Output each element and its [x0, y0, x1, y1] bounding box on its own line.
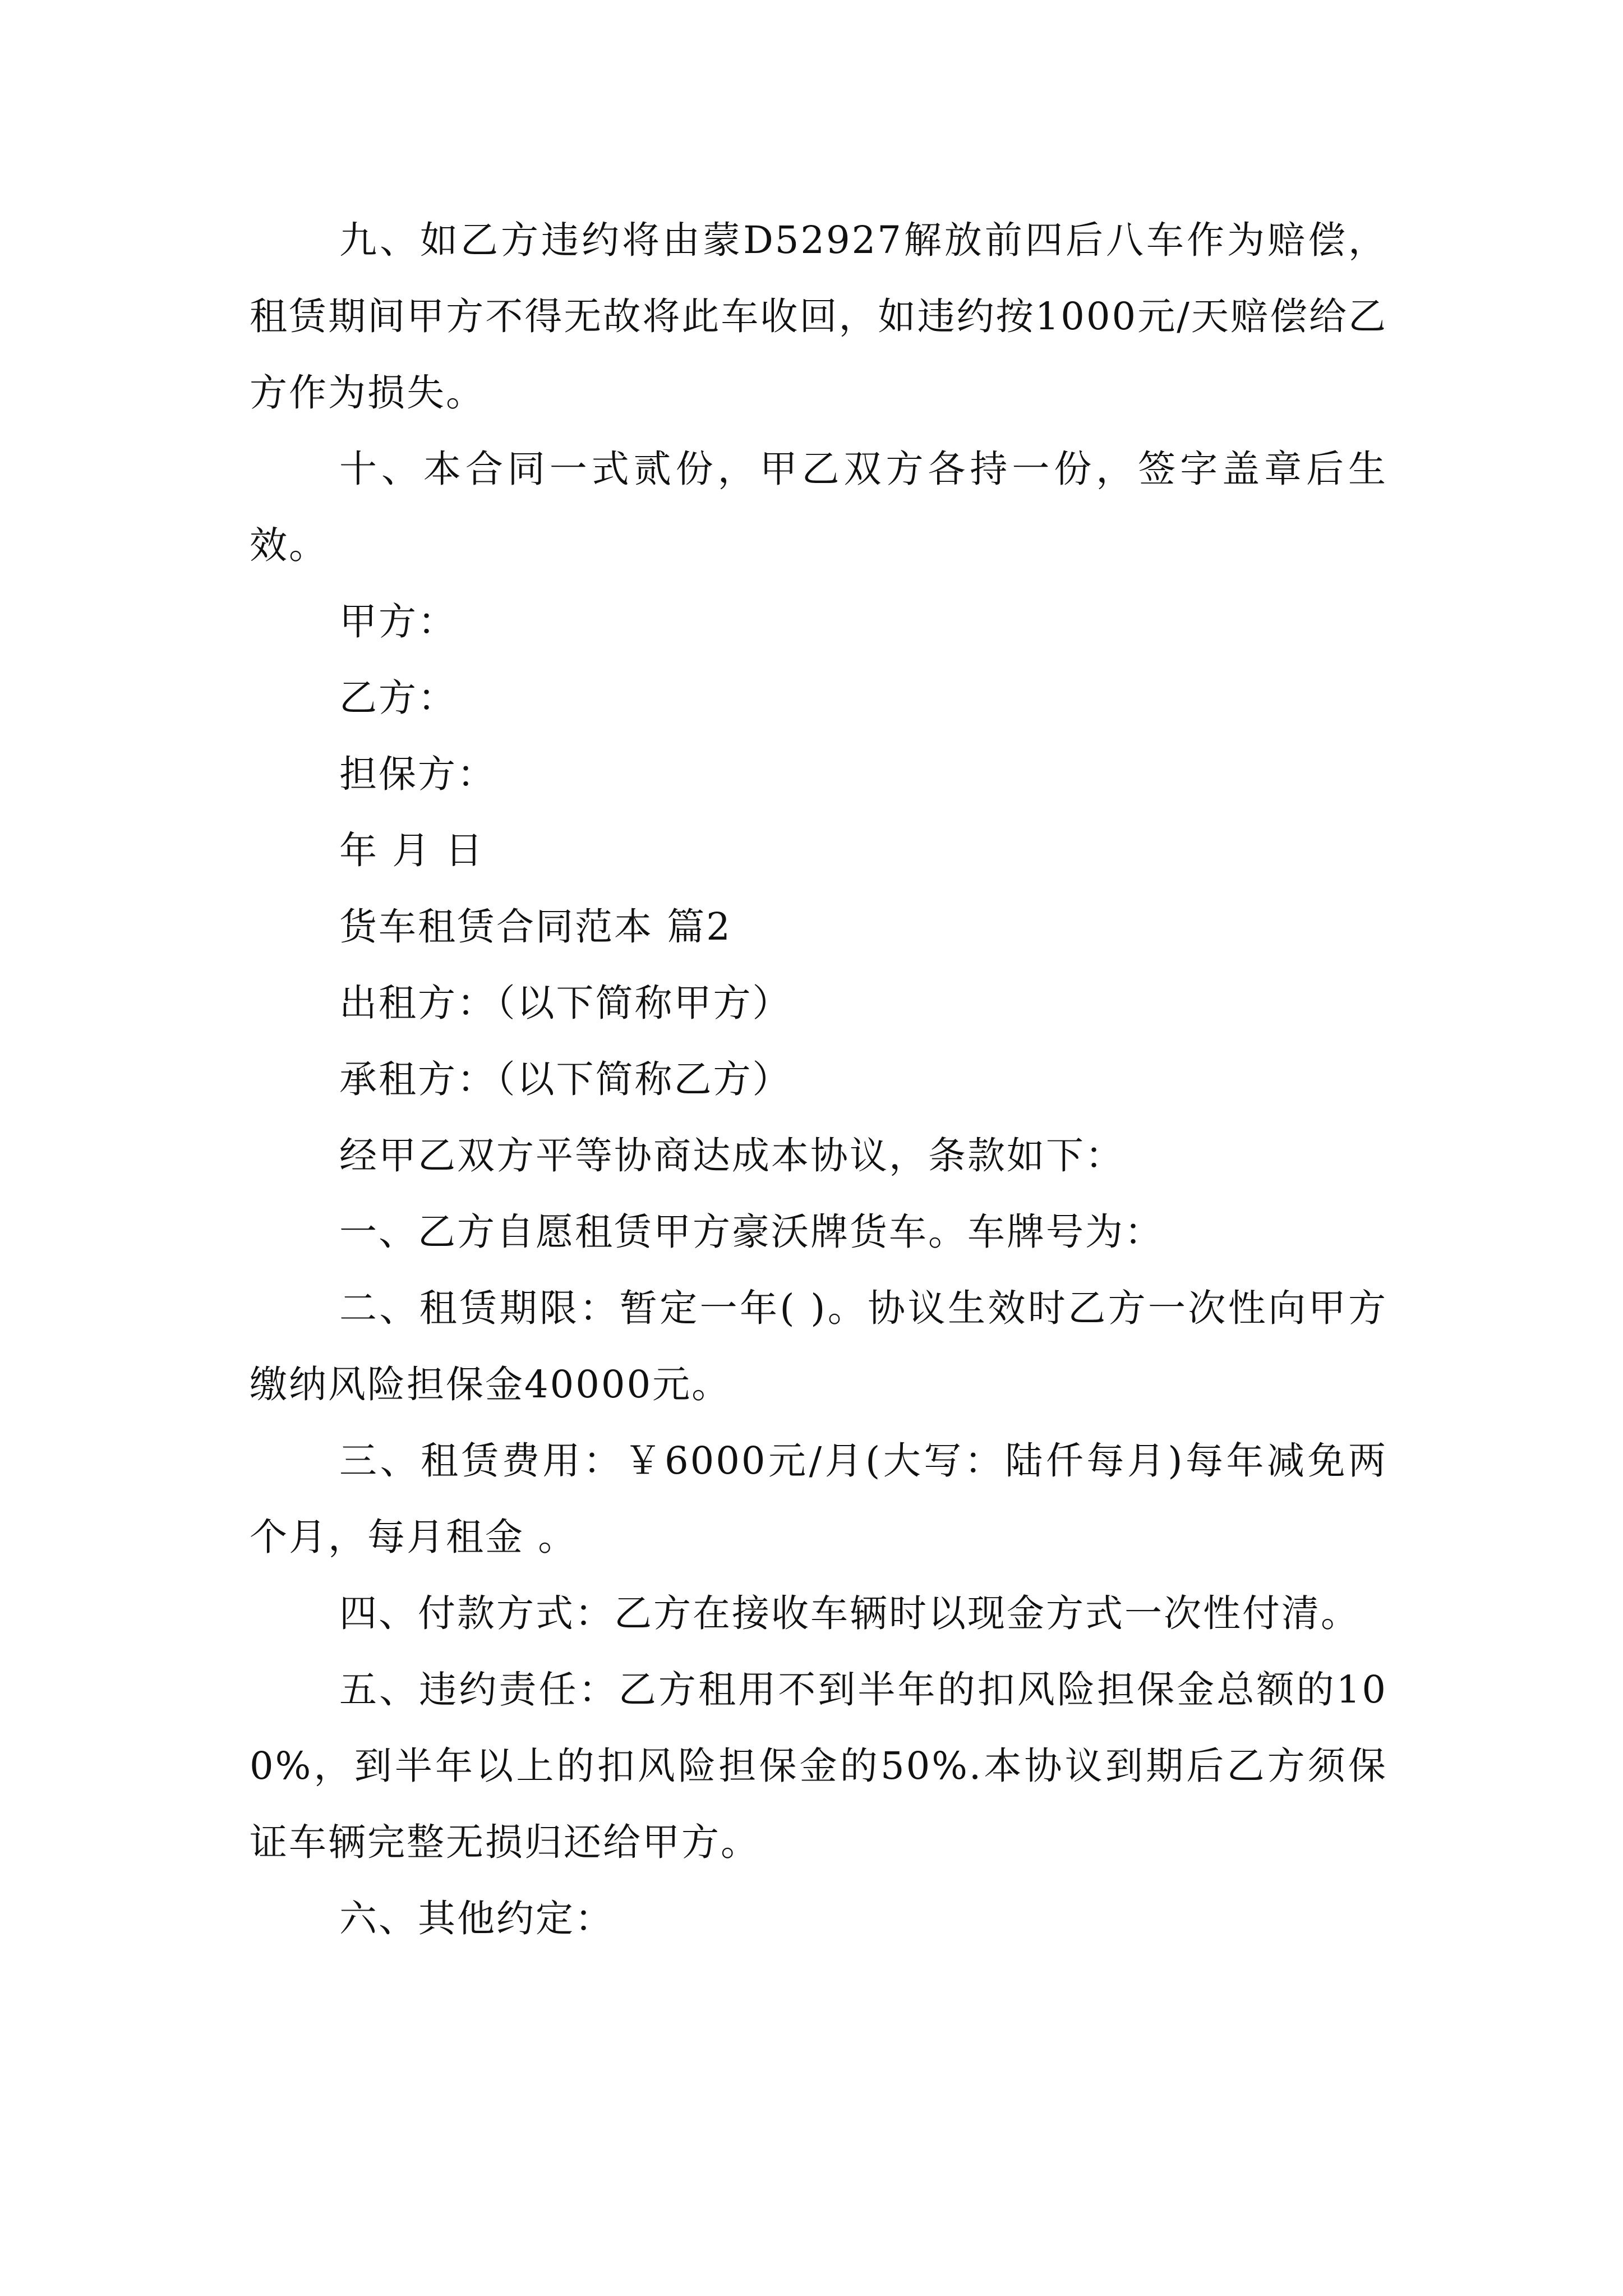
guarantor-signature-line: 担保方： [339, 752, 496, 796]
clause-10: 十、本合同一式贰份，甲乙双方各持一份，签字盖章后生效。 [250, 447, 1387, 567]
section-title: 货车租赁合同范本 篇2 [339, 905, 732, 949]
date-line: 年 月 日 [339, 829, 485, 872]
clause-2: 二、租赁期限：暂定一年( )。协议生效时乙方一次性向甲方缴纳风险担保金40000元。 [250, 1286, 1387, 1406]
clause-1: 一、乙方自愿租赁甲方豪沃牌货车。车牌号为： [339, 1210, 1164, 1254]
clause-4: 四、付款方式：乙方在接收车辆时以现金方式一次性付清。 [339, 1591, 1360, 1635]
clause-9: 九、如乙方违约将由蒙D52927解放前四后八车作为赔偿，租赁期间甲方不得无故将此车收回，如违约按1000元/天赔偿给乙方作为损失。 [250, 218, 1387, 415]
agreement-intro: 经甲乙双方平等协商达成本协议，条款如下： [339, 1134, 1124, 1177]
clause-5: 五、违约责任：乙方租用不到半年的扣风险担保金总额的100%，到半年以上的扣风险担保金的50%.本协议到期后乙方须保证车辆完整无损归还给甲方。 [250, 1668, 1387, 1864]
lessee-line: 承租方：（以下简称乙方） [339, 1057, 792, 1101]
party-a-signature-line: 甲方： [339, 600, 457, 643]
clause-3: 三、租赁费用：￥6000元/月(大写：陆仟每月)每年减免两个月，每月租金 。 [250, 1439, 1387, 1559]
lessor-line: 出租方：（以下简称甲方） [339, 981, 792, 1025]
party-b-signature-line: 乙方： [339, 676, 457, 720]
clause-6: 六、其他约定： [339, 1897, 614, 1940]
